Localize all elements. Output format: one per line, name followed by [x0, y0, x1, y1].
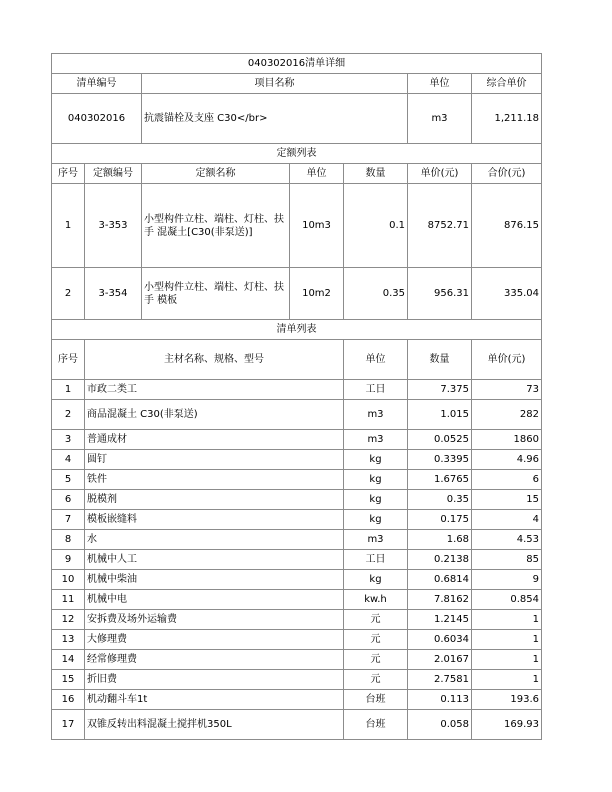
material-qty: 0.175: [408, 510, 472, 530]
material-name: 圆钉: [85, 450, 344, 470]
mat-col-qty: 数量: [408, 340, 472, 380]
material-price: 85: [472, 550, 542, 570]
material-name: 脱模剂: [85, 490, 344, 510]
material-name: 折旧费: [85, 670, 344, 690]
material-price: 1860: [472, 430, 542, 450]
material-no: 5: [52, 470, 85, 490]
code-header: 清单编号: [52, 74, 142, 94]
item-name: 抗震锚栓及支座 C30</br>: [142, 94, 408, 144]
material-no: 3: [52, 430, 85, 450]
quota-col-code: 定额编号: [85, 164, 142, 184]
material-unit: kg: [344, 510, 408, 530]
material-no: 13: [52, 630, 85, 650]
material-unit: kw.h: [344, 590, 408, 610]
material-row: [52, 570, 542, 590]
mat-col-no: 序号: [52, 340, 85, 380]
materials-section-title: 清单列表: [52, 320, 542, 340]
material-unit: 工日: [344, 550, 408, 570]
quota-price: 956.31: [408, 268, 472, 320]
material-no: 17: [52, 710, 85, 740]
material-price: 9: [472, 570, 542, 590]
material-qty: 1.015: [408, 400, 472, 430]
material-unit: kg: [344, 470, 408, 490]
material-name: 商品混凝土 C30(非泵送): [85, 400, 344, 430]
quota-unit: 10m2: [290, 268, 344, 320]
material-row: [52, 490, 542, 510]
quota-total: 876.15: [472, 184, 542, 268]
material-unit: kg: [344, 570, 408, 590]
material-no: 1: [52, 380, 85, 400]
material-price: 6: [472, 470, 542, 490]
material-unit: m3: [344, 530, 408, 550]
material-price: 73: [472, 380, 542, 400]
material-price: 4.96: [472, 450, 542, 470]
material-row: [52, 380, 542, 400]
material-no: 12: [52, 610, 85, 630]
material-qty: 0.6034: [408, 630, 472, 650]
material-row: [52, 510, 542, 530]
quota-price: 8752.71: [408, 184, 472, 268]
material-row: [52, 650, 542, 670]
material-price: 193.6: [472, 690, 542, 710]
material-name: 机动翻斗车1t: [85, 690, 344, 710]
material-row: [52, 610, 542, 630]
material-qty: 7.375: [408, 380, 472, 400]
material-name: 机械中柴油: [85, 570, 344, 590]
material-no: 7: [52, 510, 85, 530]
material-row: [52, 470, 542, 490]
material-name: 安拆费及场外运输费: [85, 610, 344, 630]
material-name: 普通成材: [85, 430, 344, 450]
material-price: 4.53: [472, 530, 542, 550]
material-unit: 台班: [344, 690, 408, 710]
material-name: 机械中人工: [85, 550, 344, 570]
quota-row: [52, 184, 542, 268]
mat-col-name: 主材名称、规格、型号: [85, 340, 344, 380]
material-qty: 0.0525: [408, 430, 472, 450]
material-unit: 元: [344, 630, 408, 650]
quota-section-title: 定额列表: [52, 144, 542, 164]
material-no: 15: [52, 670, 85, 690]
material-row: [52, 400, 542, 430]
material-row: [52, 690, 542, 710]
quota-name: 小型构件立柱、端柱、灯柱、扶手 模板: [142, 268, 290, 320]
price-header: 综合单价: [472, 74, 542, 94]
material-no: 10: [52, 570, 85, 590]
material-unit: 台班: [344, 710, 408, 740]
quota-col-qty: 数量: [344, 164, 408, 184]
material-no: 14: [52, 650, 85, 670]
material-no: 2: [52, 400, 85, 430]
quota-col-unit: 单位: [290, 164, 344, 184]
quota-code: 3-353: [85, 184, 142, 268]
material-qty: 0.3395: [408, 450, 472, 470]
item-code: 040302016: [52, 94, 142, 144]
material-qty: 1.6765: [408, 470, 472, 490]
material-name: 经常修理费: [85, 650, 344, 670]
material-price: 1: [472, 650, 542, 670]
material-unit: 元: [344, 670, 408, 690]
mat-col-price: 单价(元): [472, 340, 542, 380]
material-qty: 1.2145: [408, 610, 472, 630]
quota-row: [52, 268, 542, 320]
material-unit: kg: [344, 490, 408, 510]
material-unit: kg: [344, 450, 408, 470]
material-qty: 7.8162: [408, 590, 472, 610]
material-qty: 2.0167: [408, 650, 472, 670]
quota-no: 2: [52, 268, 85, 320]
quota-no: 1: [52, 184, 85, 268]
material-qty: 0.113: [408, 690, 472, 710]
material-name: 机械中电: [85, 590, 344, 610]
material-no: 8: [52, 530, 85, 550]
material-name: 铁件: [85, 470, 344, 490]
material-unit: m3: [344, 400, 408, 430]
material-price: 282: [472, 400, 542, 430]
material-row: [52, 670, 542, 690]
material-row: [52, 590, 542, 610]
material-name: 模板嵌缝料: [85, 510, 344, 530]
material-row: [52, 450, 542, 470]
material-price: 169.93: [472, 710, 542, 740]
material-name: 市政二类工: [85, 380, 344, 400]
quota-col-price: 单价(元): [408, 164, 472, 184]
quota-col-no: 序号: [52, 164, 85, 184]
material-row: [52, 530, 542, 550]
material-price: 4: [472, 510, 542, 530]
quota-qty: 0.35: [344, 268, 408, 320]
material-unit: 元: [344, 650, 408, 670]
material-no: 11: [52, 590, 85, 610]
mat-col-unit: 单位: [344, 340, 408, 380]
material-price: 15: [472, 490, 542, 510]
material-row: [52, 550, 542, 570]
material-row: [52, 430, 542, 450]
unit-header: 单位: [408, 74, 472, 94]
material-price: 1: [472, 670, 542, 690]
detail-table: [51, 53, 542, 740]
material-price: 1: [472, 630, 542, 650]
material-qty: 0.058: [408, 710, 472, 740]
material-unit: 元: [344, 610, 408, 630]
name-header: 项目名称: [142, 74, 408, 94]
material-price: 1: [472, 610, 542, 630]
material-qty: 0.2138: [408, 550, 472, 570]
material-unit: m3: [344, 430, 408, 450]
material-qty: 1.68: [408, 530, 472, 550]
material-qty: 0.6814: [408, 570, 472, 590]
material-qty: 0.35: [408, 490, 472, 510]
material-name: 水: [85, 530, 344, 550]
material-price: 0.854: [472, 590, 542, 610]
item-price: 1,211.18: [472, 94, 542, 144]
material-no: 9: [52, 550, 85, 570]
material-name: 大修理费: [85, 630, 344, 650]
page-title: 040302016清单详细: [52, 54, 542, 74]
quota-qty: 0.1: [344, 184, 408, 268]
material-no: 4: [52, 450, 85, 470]
quota-col-total: 合价(元): [472, 164, 542, 184]
material-row: [52, 630, 542, 650]
material-unit: 工日: [344, 380, 408, 400]
material-qty: 2.7581: [408, 670, 472, 690]
quota-name: 小型构件立柱、端柱、灯柱、扶手 混凝土[C30(非泵送)]: [142, 184, 290, 268]
material-no: 16: [52, 690, 85, 710]
quota-code: 3-354: [85, 268, 142, 320]
quota-col-name: 定额名称: [142, 164, 290, 184]
quota-unit: 10m3: [290, 184, 344, 268]
material-no: 6: [52, 490, 85, 510]
quota-total: 335.04: [472, 268, 542, 320]
material-name: 双锥反转出料混凝土搅拌机350L: [85, 710, 344, 740]
material-row: [52, 710, 542, 740]
item-unit: m3: [408, 94, 472, 144]
